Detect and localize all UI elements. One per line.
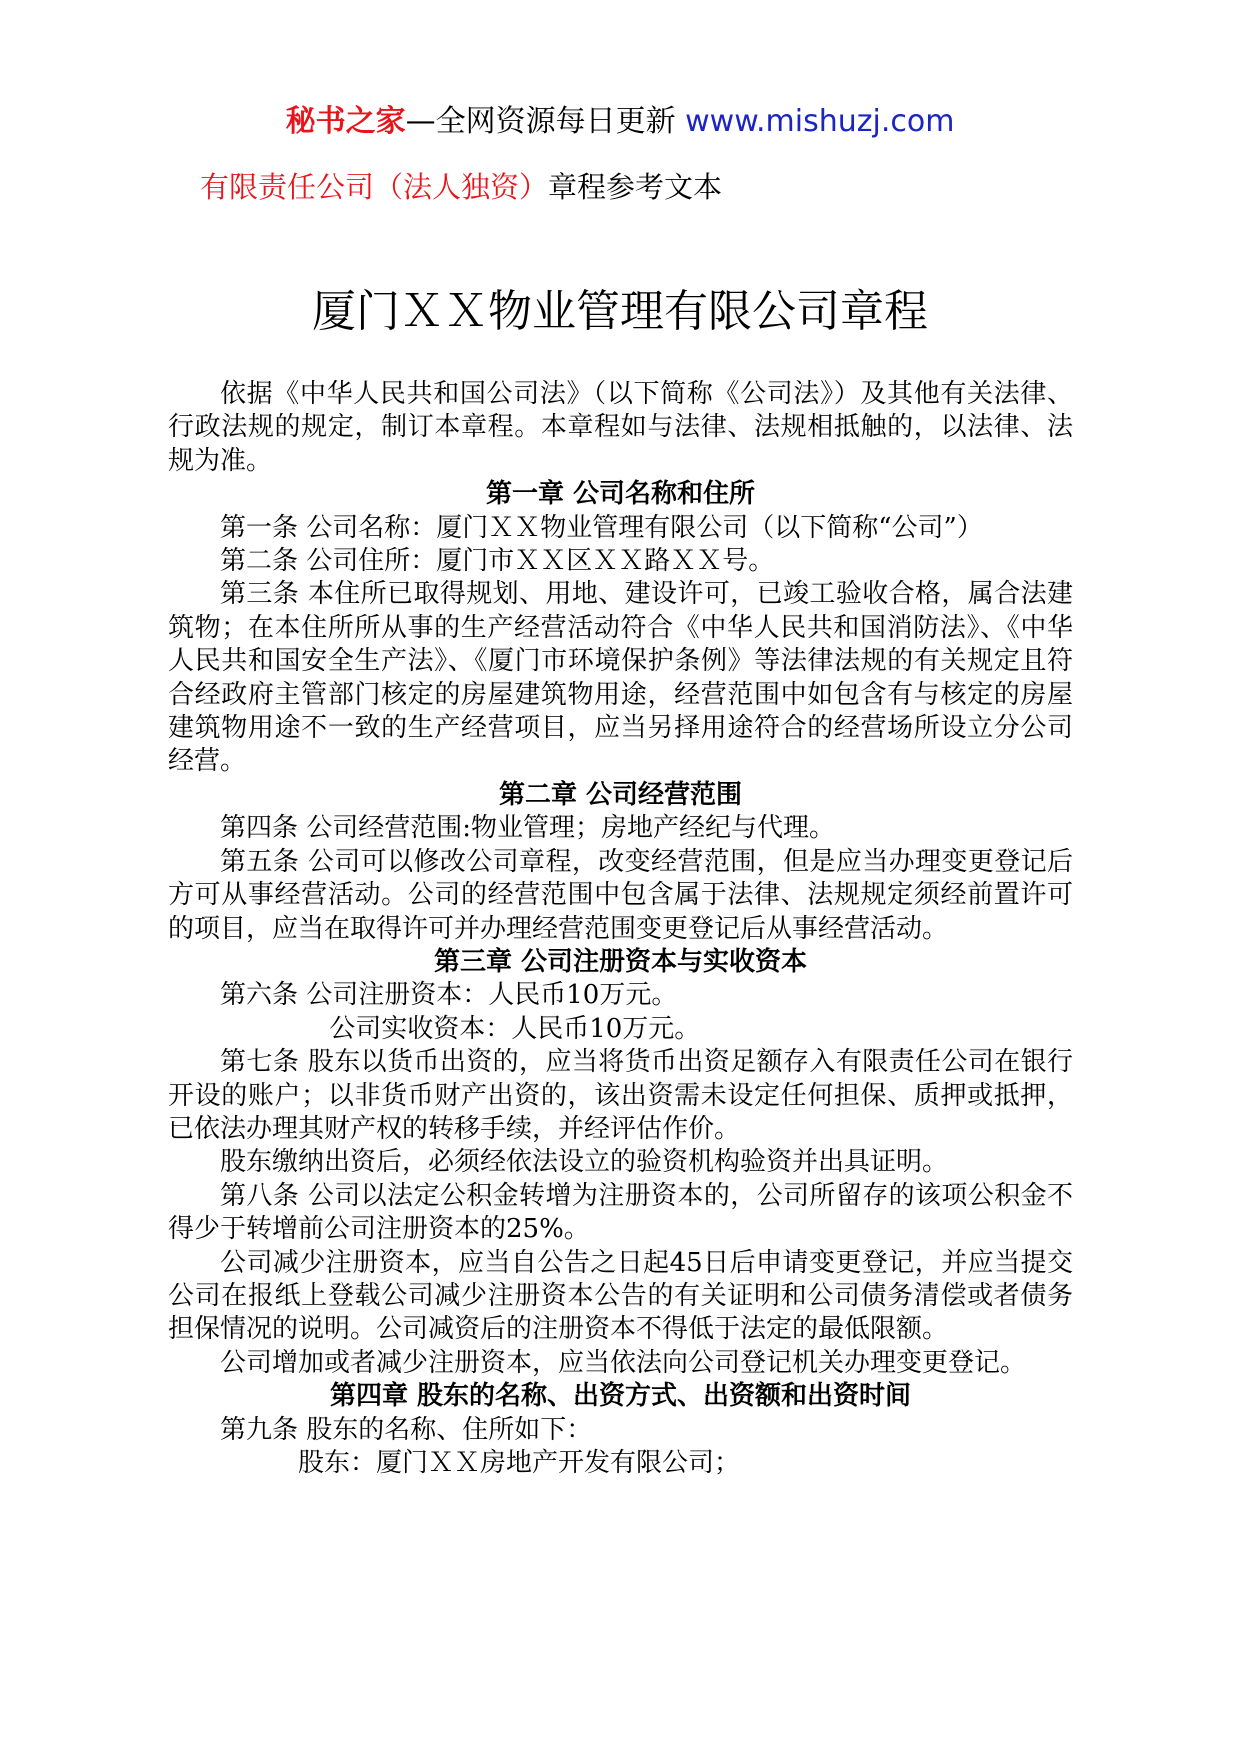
article-8-registration: 公司增加或者减少注册资本，应当依法向公司登记机关办理变更登记。 [220,1347,1027,1378]
article-7: 第七条 股东以货币出资的，应当将货币出资足额存入有限责任公司在银行开设的账户；以非货币财产出资的，该出资需未设定任何担保、质押或抵押，已依法办理其财产权的转移手续，并经评估作价。 [168,1047,1073,1144]
article-1: 第一条 公司名称：厦门ＸＸ物业管理有限公司（以下简称“公司”） [220,512,983,543]
article-8-reduction: 公司减少注册资本，应当自公告之日起45日后申请变更登记，并应当提交公司在报纸上登载公司减少注册资本公告的有关证明和公司债务清偿或者债务担保情况的说明。公司减资后的注册资本不得低于法定的最低限额。 [168,1247,1073,1345]
chapter-heading-2: 第二章 公司经营范围 [498,779,743,810]
article-8: 第八条 公司以法定公积金转增为注册资本的，公司所留存的该项公积金不得少于转增前公司注册资本的25%。 [168,1180,1073,1245]
subtitle-red-part: 有限责任公司（法人独资） [200,170,549,204]
article-9-shareholder: 股东：厦门ＸＸ房地产开发有限公司； [298,1448,741,1478]
chapter-heading-3: 第三章 公司注册资本与实收资本 [433,946,808,977]
site-tagline: —全网资源每日更新 [405,104,686,139]
site-url-link[interactable]: www.mishuzj.com [685,104,955,139]
article-6: 第六条 公司注册资本：人民币10万元。 [220,980,678,1011]
article-7-verification: 股东缴纳出资后，必须经依法设立的验资机构验资并出具证明。 [220,1147,949,1178]
chapter-heading-1: 第一章 公司名称和住所 [485,479,756,510]
document-subtitle [200,166,722,208]
chapter-heading-4: 第四章 股东的名称、出资方式、出资额和出资时间 [329,1381,912,1412]
article-4: 第四条 公司经营范围:物业管理；房地产经纪与代理。 [220,813,836,844]
article-5: 第五条 公司可以修改公司章程，改变经营范围，但是应当办理变更登记后方可从事经营活动。公司的经营范围中包含属于法律、法规规定须经前置许可的项目，应当在取得许可并办理经营范围变更登记后从事经营活动。 [168,846,1073,944]
document-title: 厦门ＸＸ物业管理有限公司章程 [312,286,928,337]
article-3: 第三条 本住所已取得规划、用地、建设许可，已竣工验收合格，属合法建筑物；在本住所所从事的生产经营活动符合《中华人民共和国消防法》、《中华人民共和国安全生产法》、《厦门市环境保护条例》等法律法规的有关规定且符合经政府主管部门核定的房屋建筑物用途，经营范围中如包含有与核定的房屋建筑物用途不一致的生产经营项目，应当另择用途符合的经营场所设立分公司经营。 [168,579,1073,777]
preamble-paragraph: 依据《中华人民共和国公司法》（以下简称《公司法》）及其他有关法律、行政法规的规定，制订本章程。本章程如与法律、法规相抵触的，以法律、法规为准。 [168,379,1073,476]
article-2: 第二条 公司住所：厦门市ＸＸ区ＸＸ路ＸＸ号。 [220,546,775,577]
site-banner [0,100,1240,144]
site-brand: 秘书之家 [285,104,406,139]
article-9: 第九条 股东的名称、住所如下： [220,1414,593,1445]
document-body [168,378,1073,1480]
subtitle-black-part: 章程参考文本 [548,170,723,204]
article-6-paid-capital: 公司实收资本：人民币10万元。 [329,1013,701,1044]
